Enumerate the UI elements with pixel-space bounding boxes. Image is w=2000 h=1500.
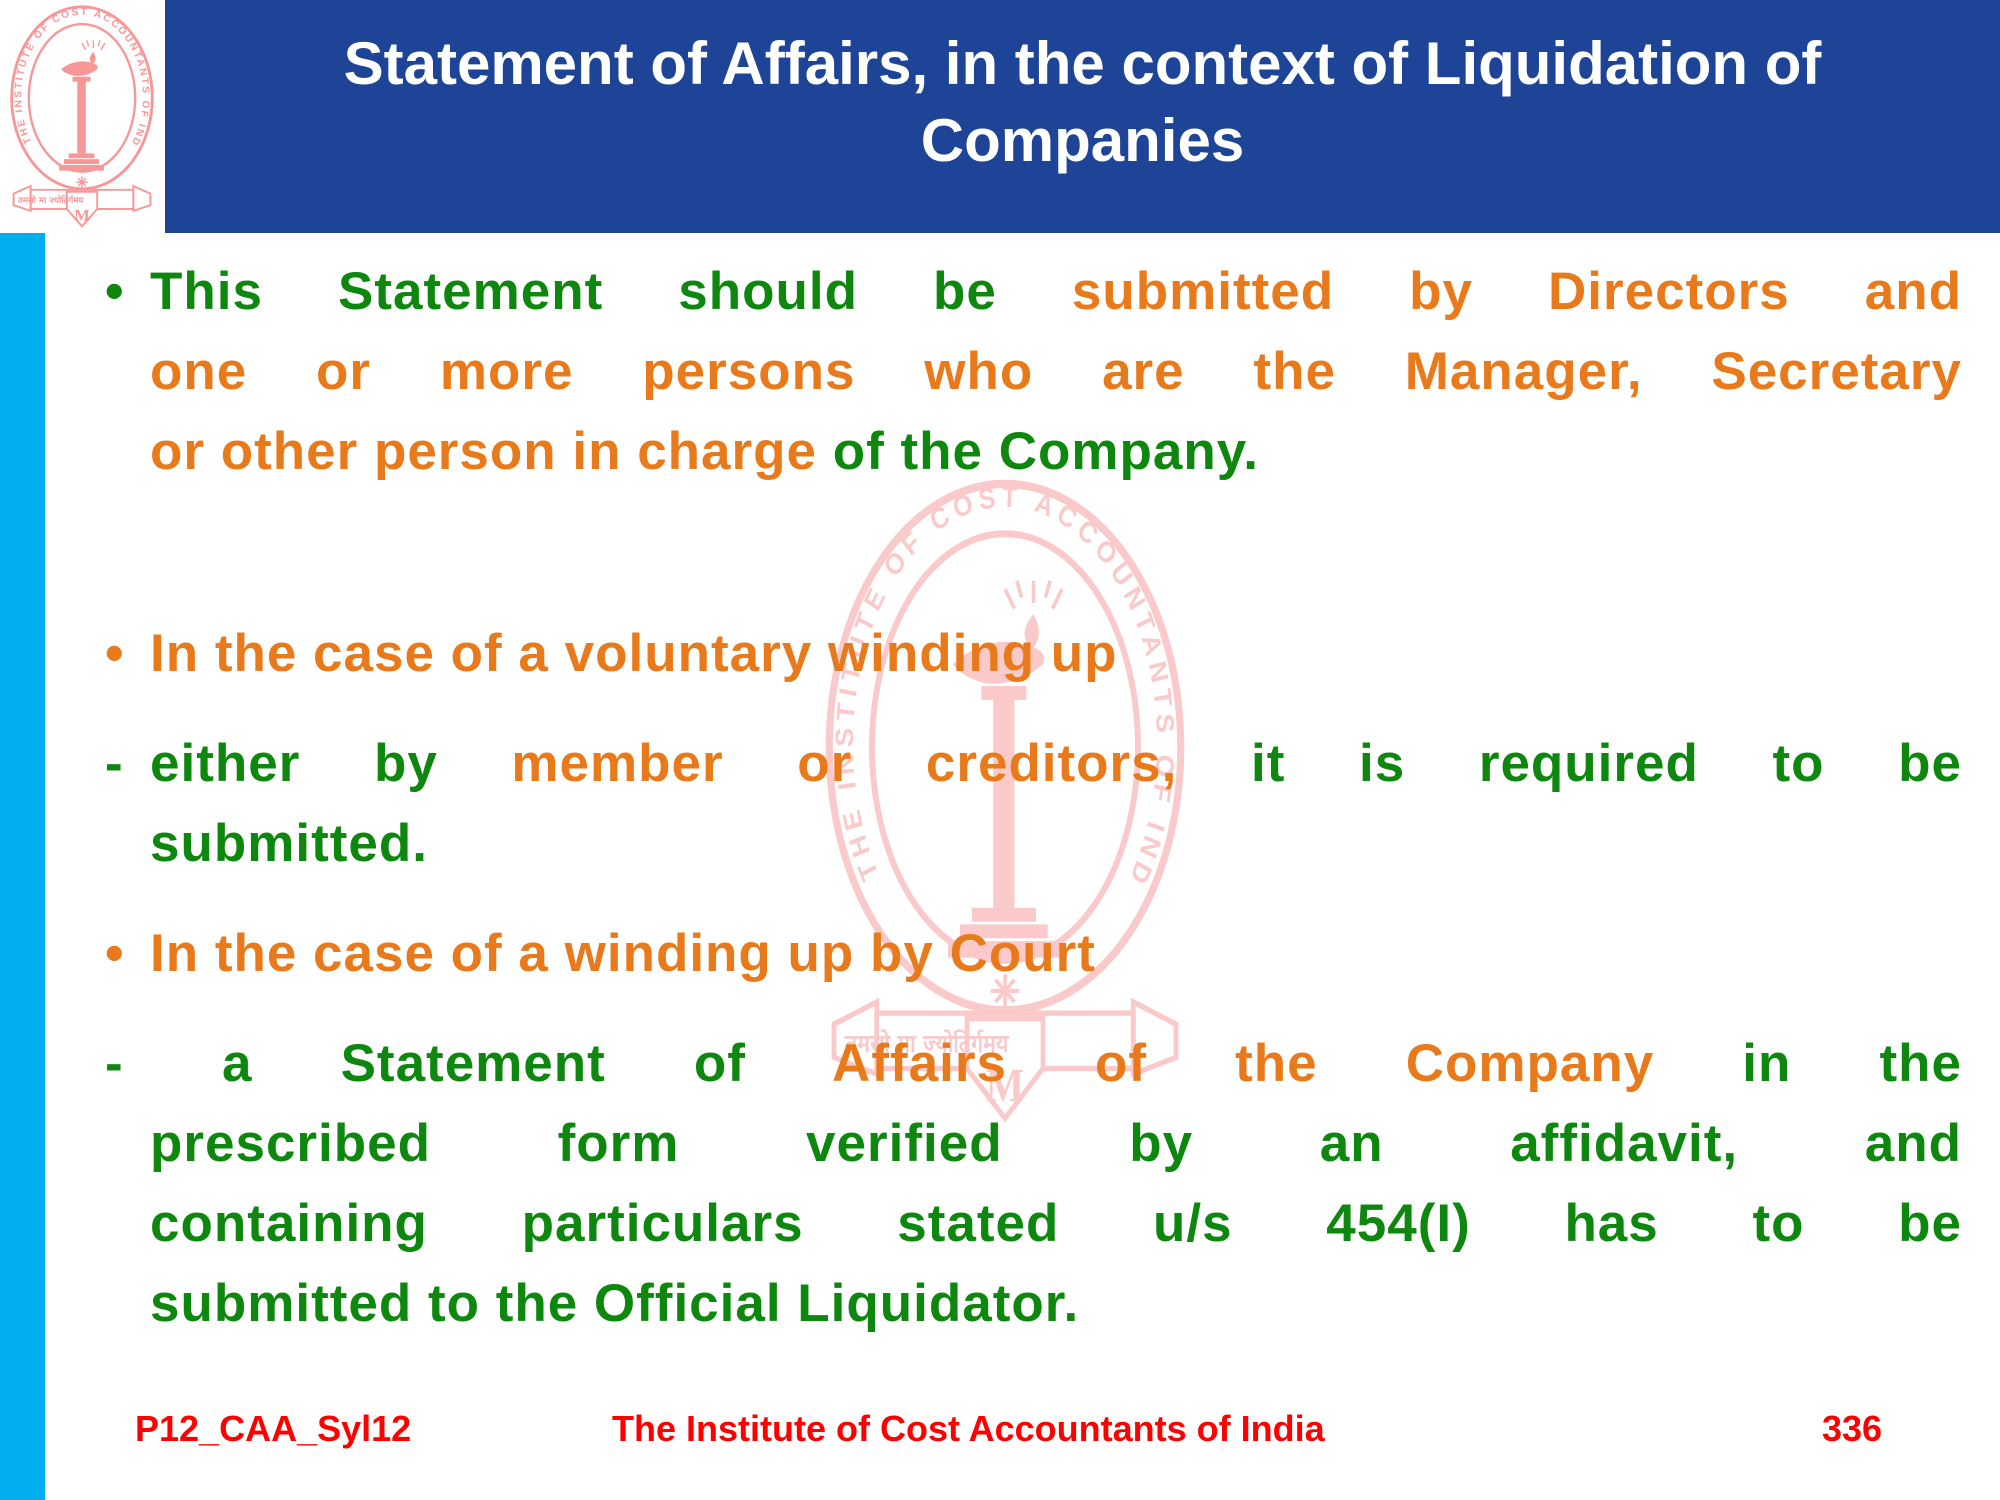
text-segment: in the <box>1654 1034 1962 1093</box>
bullet-marker: • <box>105 924 125 983</box>
footer-page-number: 336 <box>1822 1408 1883 1449</box>
text-line <box>150 1024 1962 1104</box>
text-line <box>150 1184 1962 1264</box>
text-segment: one or more persons who are the Manager, Secretary <box>150 342 1962 401</box>
text-line <box>150 412 1962 492</box>
footer-course-code: P12_CAA_Syl12 <box>135 1408 412 1449</box>
text-line <box>150 1264 1962 1344</box>
text-line <box>150 252 1962 332</box>
text-segment: it is required to be <box>1177 734 1962 793</box>
text-segment: a Statement of <box>222 1034 833 1093</box>
dash-item <box>105 1024 1962 1344</box>
text-segment: submitted by Directors and <box>1071 262 1962 321</box>
slide-title <box>165 0 2000 179</box>
text-segment: This Statement should be <box>150 262 1072 321</box>
text-segment: containing particulars stated u/s 454(I) has to be <box>150 1194 1962 1253</box>
icai-logo-icon <box>6 2 158 232</box>
slide-title-line1: Statement of Affairs, in the context of Liquidation of <box>343 30 1822 97</box>
dash-item <box>105 724 1962 884</box>
bullet-item <box>105 252 1962 492</box>
text-segment: submitted to the Official Liquidator. <box>150 1274 1080 1333</box>
text-segment: Affairs of the Company <box>832 1034 1655 1093</box>
text-line <box>150 614 1962 694</box>
text-line <box>150 724 1962 804</box>
slide-title-line2: Companies <box>920 107 1245 174</box>
text-segment: submitted. <box>150 814 428 873</box>
text-segment: of the Company. <box>832 422 1259 481</box>
slide-body <box>105 252 1962 1374</box>
bullet-item <box>105 614 1962 694</box>
bullet-marker: • <box>105 624 125 683</box>
text-line <box>150 332 1962 412</box>
text-line <box>150 914 1962 994</box>
bullet-item <box>105 914 1962 994</box>
text-segment: prescribed form verified by an affidavit, and <box>150 1114 1962 1173</box>
text-line <box>150 804 1962 884</box>
text-segment: member or creditors, <box>511 734 1178 793</box>
dash-marker: - <box>105 1034 124 1093</box>
slide-footer <box>0 1408 2000 1458</box>
icai-logo <box>0 0 165 233</box>
text-segment: or other person in charge <box>150 422 833 481</box>
text-segment: In the case of a voluntary winding up <box>150 624 1118 683</box>
footer-institute-name: The Institute of Cost Accountants of India <box>612 1408 1325 1449</box>
bullet-marker: • <box>105 262 125 321</box>
text-line <box>150 1104 1962 1184</box>
text-segment: In the case of a winding up by Court <box>150 924 1096 983</box>
slide-header <box>165 0 2000 233</box>
text-segment: either by <box>150 734 512 793</box>
left-accent-strip <box>0 233 45 1500</box>
dash-marker: - <box>105 734 124 793</box>
